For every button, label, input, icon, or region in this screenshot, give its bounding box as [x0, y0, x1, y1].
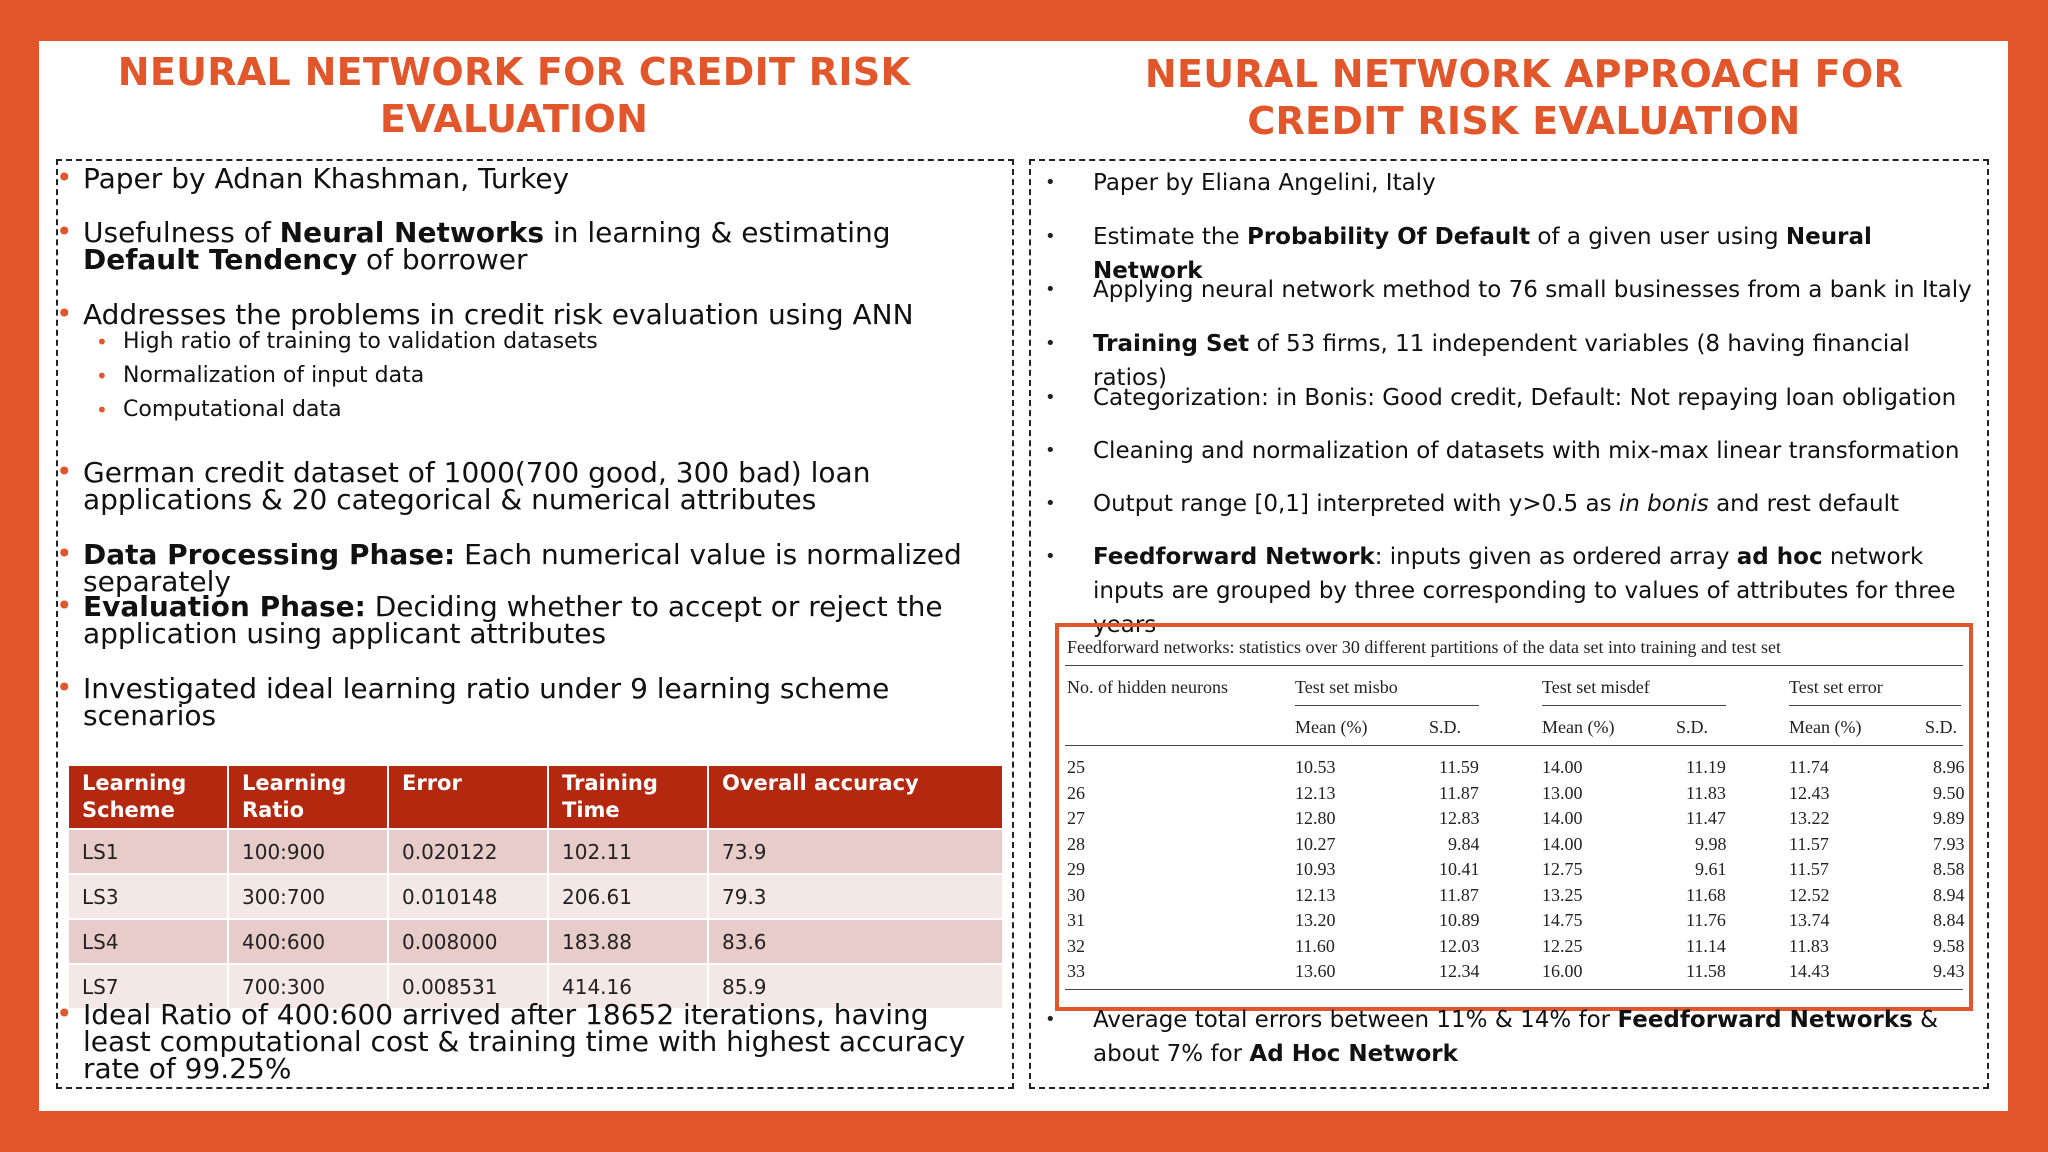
- figure-rule: [1065, 665, 1963, 666]
- table-cell: 183.88: [549, 918, 709, 963]
- figure-rule: [1542, 705, 1726, 706]
- table-cell: 300:700: [229, 873, 389, 918]
- header-learning-scheme: Learning Scheme: [69, 766, 229, 828]
- figure-caption: Feedforward networks: statistics over 30 different partitions of the data set into training and test set: [1067, 637, 1781, 657]
- bullet-evaluation: • Evaluation Phase: Deciding whether to accept or reject the application using applicant attributes: [83, 593, 1003, 647]
- figure-row: 31 13.20 10.89 14.75 11.76 13.74 8.84: [1067, 910, 1965, 930]
- bullet-training-set: • Training Set of 53 firms, 11 independent variables (8 having financial ratios): [1093, 327, 1973, 395]
- figure-row: 32 11.60 12.03 12.25 11.14 11.83 9.58: [1067, 935, 1965, 956]
- figure-group-error: Test set error: [1789, 677, 1883, 697]
- bullet-cleaning: • Cleaning and normalization of datasets with mix-max linear transformation: [1093, 434, 1973, 468]
- table-cell: 0.008000: [389, 918, 549, 963]
- figure-row: 26 12.13 11.87 13.00 11.83 12.43 9.50: [1067, 782, 1965, 803]
- feedforward-statistics-figure: [1055, 623, 1973, 1011]
- bullet-small-businesses: • Applying neural network method to 76 small businesses from a bank in Italy: [1093, 273, 1973, 307]
- figure-row: 25 10.53 11.59 14.00 11.19 11.74 8.96: [1067, 757, 1965, 777]
- figure-sd-error: S.D.: [1925, 717, 1958, 737]
- table-cell: LS7: [69, 963, 229, 1008]
- slide: [39, 41, 2008, 1111]
- left-panel: [56, 159, 1014, 1089]
- bullet-processing: • Data Processing Phase: Each numerical value is normalized separately: [83, 541, 1003, 595]
- bullet-usefulness: • Usefulness of Neural Networks in learning & estimating Default Tendency of borrower: [83, 219, 1003, 273]
- bullet-categorization: • Categorization: in Bonis: Good credit, Default: Not repaying loan obligation: [1093, 381, 1973, 415]
- table-cell: 85.9: [709, 963, 1004, 1008]
- bullet-learning-ratio: • Investigated ideal learning ratio under 9 learning scheme scenarios: [83, 675, 1003, 729]
- bullet-problems: • Addresses the problems in credit risk evaluation using ANN: [83, 301, 1003, 328]
- table-cell: 0.020122: [389, 828, 549, 873]
- figure-col-hidden-neurons: No. of hidden neurons: [1067, 677, 1228, 697]
- table-cell: 73.9: [709, 828, 1004, 873]
- header-overall-accuracy: Overall accuracy: [709, 766, 1004, 828]
- bullet-feedforward: • Feedforward Network: inputs given as ordered array ad hoc network inputs are grouped by three corresponding to values of attributes for three years: [1093, 540, 1973, 642]
- table-cell: 400:600: [229, 918, 389, 963]
- header-learning-ratio: Learning Ratio: [229, 766, 389, 828]
- figure-group-misbo: Test set misbo: [1295, 677, 1398, 697]
- table-cell: 102.11: [549, 828, 709, 873]
- figure-mean-error: Mean (%): [1789, 717, 1862, 737]
- figure-row: 29 10.93 10.41 12.75 9.61 11.57 8.58: [1067, 859, 1965, 879]
- table-row: [69, 828, 1004, 873]
- bullet-ideal-ratio: • Ideal Ratio of 400:600 arrived after 18652 iterations, having least computational cost & training time with highest accuracy rate of 99.25%: [83, 1001, 1003, 1082]
- learning-scheme-table: [69, 766, 1004, 1008]
- table-row: [69, 918, 1004, 963]
- right-panel: [1029, 159, 1989, 1089]
- table-cell: 700:300: [229, 963, 389, 1008]
- bullet-author: • Paper by Eliana Angelini, Italy: [1093, 166, 1973, 200]
- figure-sd-misbo: S.D.: [1429, 717, 1462, 737]
- figure-rule: [1065, 745, 1963, 746]
- sub-bullet-computational: • Computational data: [123, 397, 342, 423]
- figure-mean-misbo: Mean (%): [1295, 717, 1368, 737]
- table-cell: 414.16: [549, 963, 709, 1008]
- figure-row: 27 12.80 12.83 14.00 11.47 13.22 9.89: [1067, 808, 1965, 828]
- figure-rule: [1065, 989, 1963, 990]
- table-cell: 83.6: [709, 918, 1004, 963]
- table-cell: LS1: [69, 828, 229, 873]
- bullet-average-errors: • Average total errors between 11% & 14% for Feedforward Networks & about 7% for Ad Hoc Network: [1093, 1003, 1973, 1071]
- table-cell: 0.008531: [389, 963, 549, 1008]
- sub-bullet-normalization: • Normalization of input data: [123, 363, 424, 389]
- table-cell: LS3: [69, 873, 229, 918]
- figure-row: 30 12.13 11.87 13.25 11.68 12.52 8.94: [1067, 884, 1965, 905]
- header-training-time: Training Time: [549, 766, 709, 828]
- left-title: NEURAL NETWORK FOR CREDIT RISK EVALUATION: [117, 50, 911, 141]
- table-cell: 206.61: [549, 873, 709, 918]
- figure-rule: [1295, 705, 1479, 706]
- figure-group-misdef: Test set misdef: [1542, 677, 1650, 697]
- figure-sd-misdef: S.D.: [1676, 717, 1709, 737]
- bullet-dataset: • German credit dataset of 1000(700 good, 300 bad) loan applications & 20 categorical & numerical attributes: [83, 459, 1003, 513]
- table-cell: 0.010148: [389, 873, 549, 918]
- right-title: NEURAL NETWORK APPROACH FOR CREDIT RISK EVALUATION: [1144, 52, 1904, 143]
- header-error: Error: [389, 766, 549, 828]
- figure-row: 33 13.60 12.34 16.00 11.58 14.43 9.43: [1067, 961, 1965, 981]
- figure-mean-misdef: Mean (%): [1542, 717, 1615, 737]
- table-cell: 79.3: [709, 873, 1004, 918]
- table-cell: 100:900: [229, 828, 389, 873]
- figure-row: 28 10.27 9.84 14.00 9.98 11.57 7.93: [1067, 833, 1965, 854]
- bullet-output-range: • Output range [0,1] interpreted with y>0.5 as in bonis and rest default: [1093, 487, 1973, 521]
- figure-rule: [1789, 705, 1961, 706]
- table-cell: LS4: [69, 918, 229, 963]
- table-header-row: [69, 766, 1004, 828]
- sub-bullet-ratio: • High ratio of training to validation datasets: [123, 329, 598, 355]
- bullet-probability-default: • Estimate the Probability Of Default of a given user using Neural Network: [1093, 220, 1973, 288]
- bullet-author: • Paper by Adnan Khashman, Turkey: [83, 165, 1003, 192]
- table-row: [69, 873, 1004, 918]
